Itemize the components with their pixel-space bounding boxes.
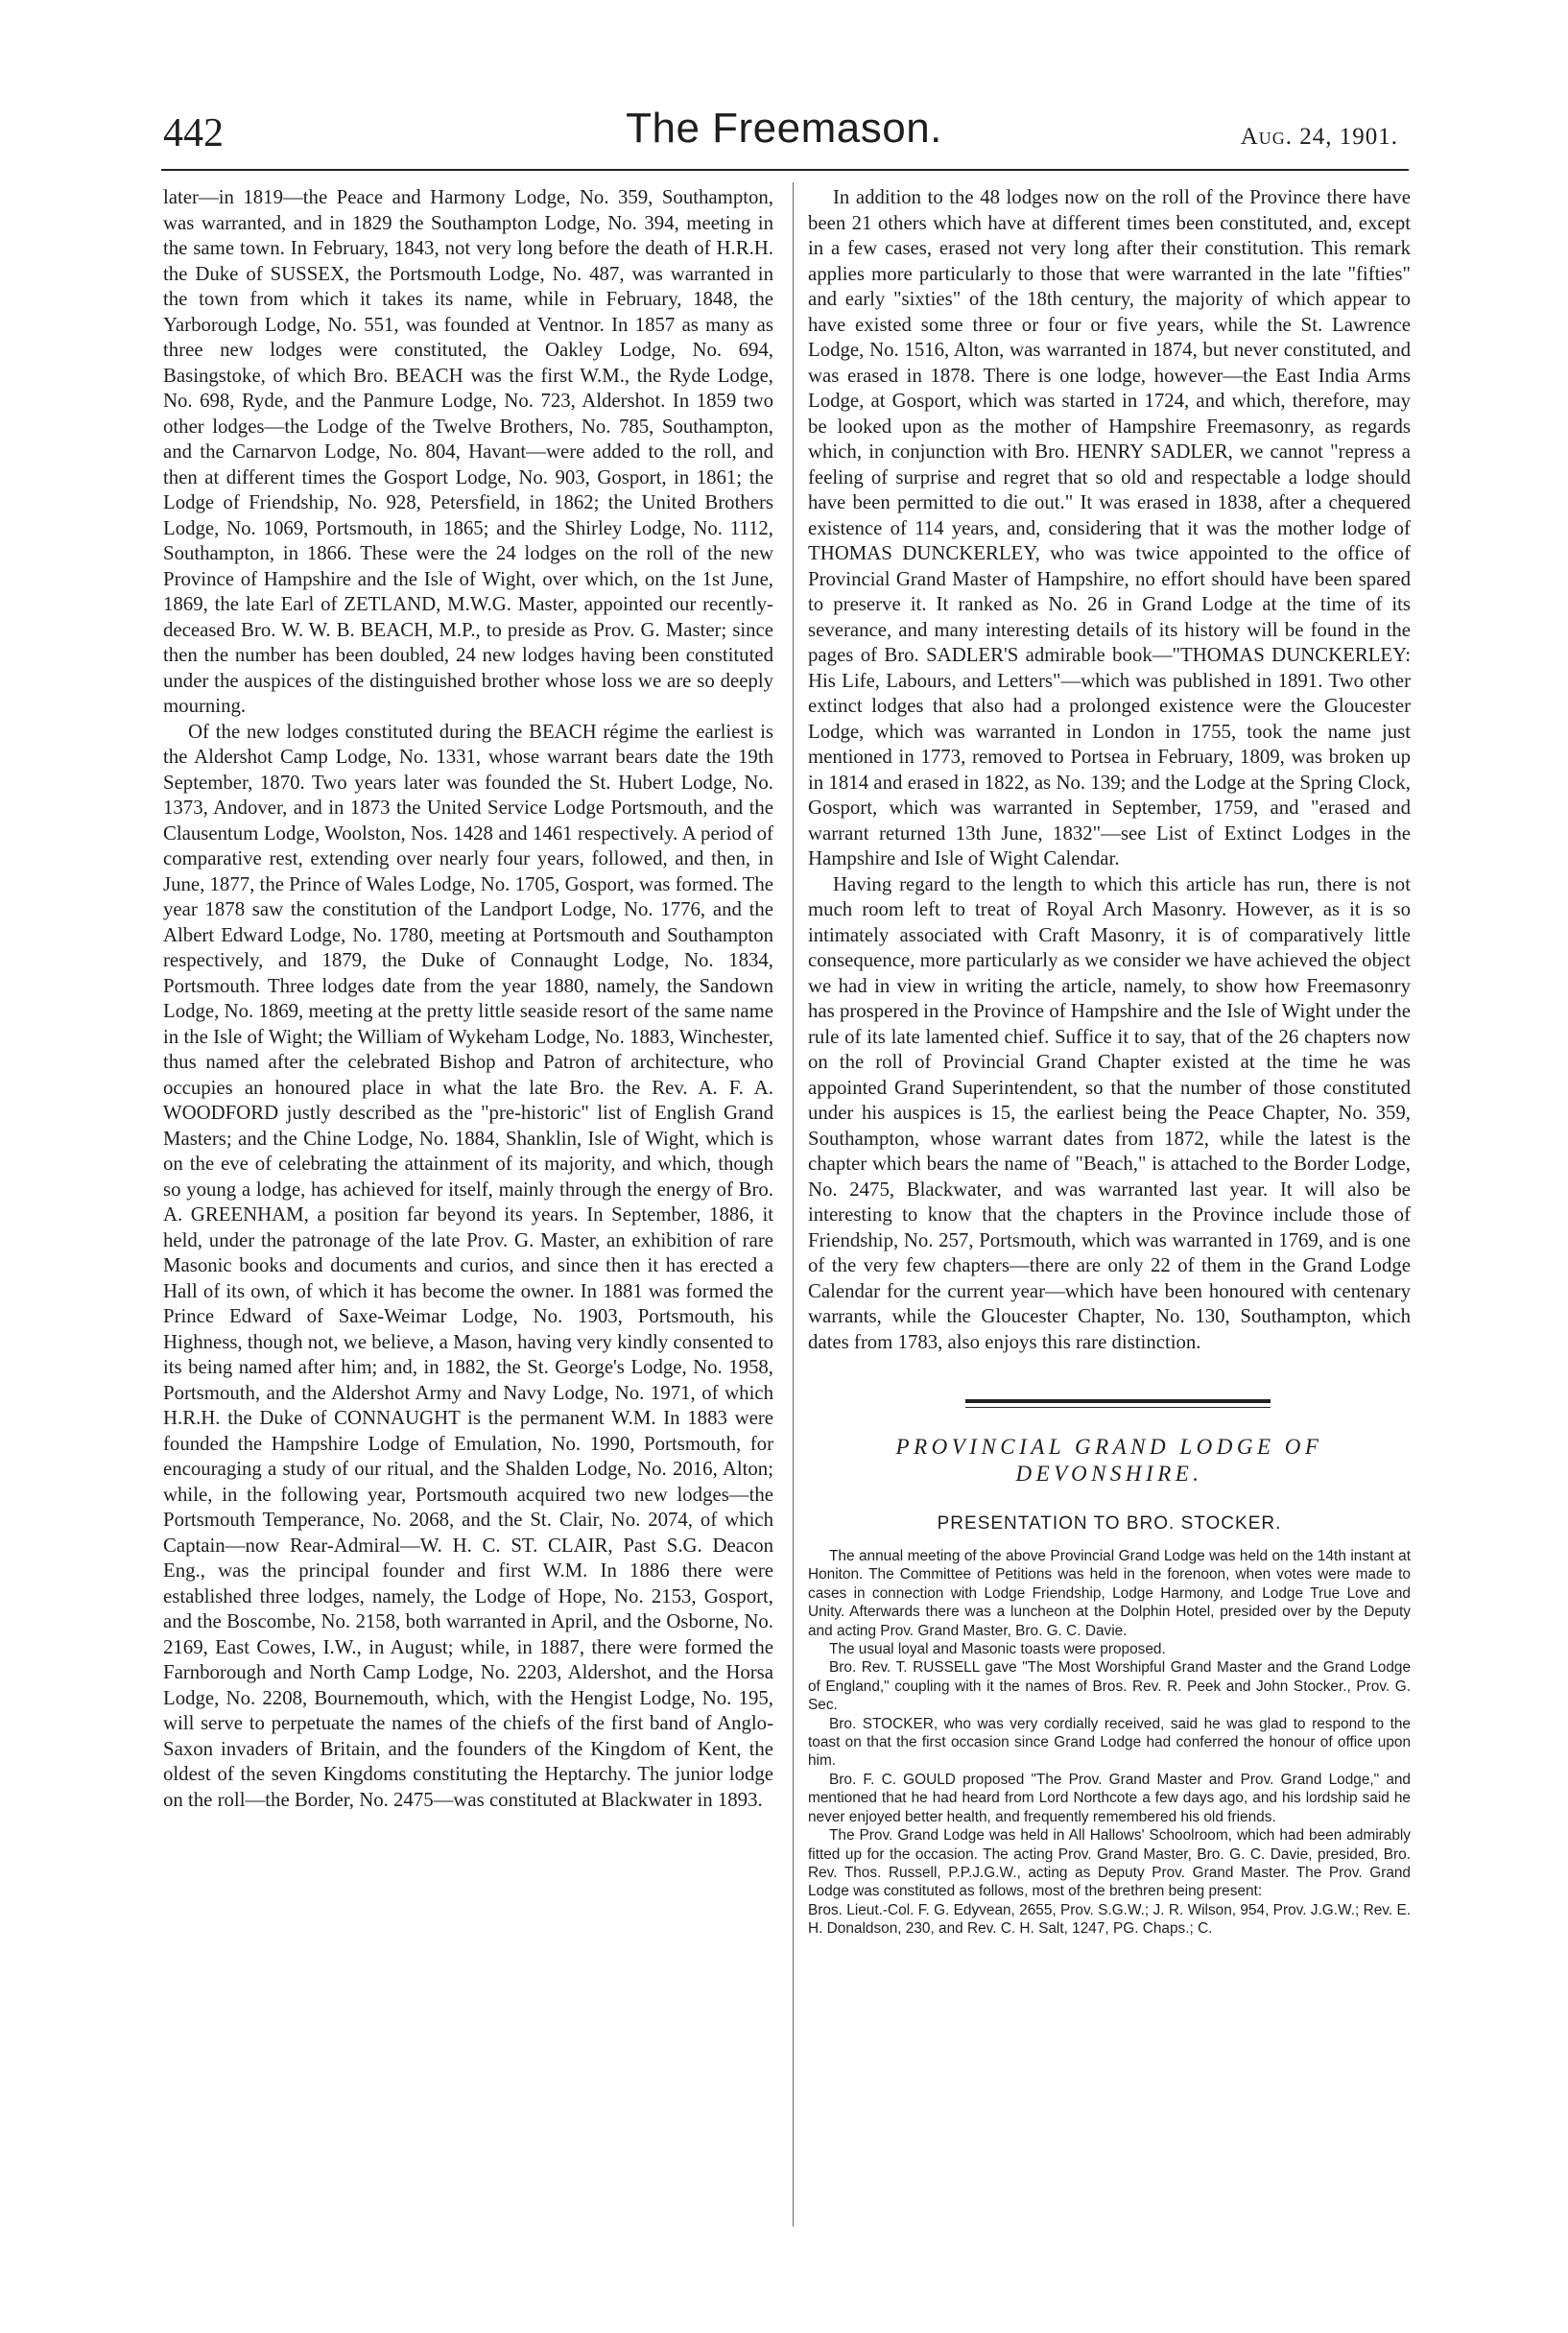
report-paragraph: The annual meeting of the above Provincial Grand Lodge was held on the 14th instant at Honiton. The Committee of Petitions was held in the forenoon, when votes were made to cases in connection with Lodge Friendship, Lodge Harmony, and Lodge True Love and Unity. Afterwards there was a luncheon at the Dolphin Hotel, presided over by the Deputy and acting Prov. Grand Master, Bro. G. C. Davie. xyxy=(808,1548,1411,1639)
article-paragraph: In addition to the 48 lodges now on the roll of the Province there have been 21 others which have at different times been constituted, and, except in a few cases, erased not very long after their constitution. This remark applies more particularly to those that were warranted in the late "fifties" and early "sixties" of the 18th century, the majority of which appear to have existed some three or four or five years, while the St. Lawrence Lodge, No. 1516, Alton, was warranted in 1874, but never constituted, and was erased in 1878. There is one lodge, however—the East India Arms Lodge, at Gosport, which was started in 1724, and which, therefore, may be looked upon as the mother of Hampshire Freemasonry, as regards which, in conjunction with Bro. HENRY SADLER, we cannot "repress a feeling of surprise and regret that so old and respectable a lodge should have been permitted to die out." It was erased in 1838, after a chequered existence of 114 years, and, considering that it was the mother lodge of THOMAS DUNCKERLEY, who was twice appointed to the office of Provincial Grand Master of Hampshire, no effort should have been spared to preserve it. It ranked as No. 26 in Grand Lodge at the time of its severance, and many interesting details of its history will be found in the pages of Bro. SADLER'S admirable book—"THOMAS DUNCKERLEY: His Life, Labours, and Letters"—which was published in 1891. Two other extinct lodges that also had a prolonged existence were the Gloucester Lodge, which was warranted in London in 1755, took the name just mentioned in 1773, removed to Portsea in February, 1809, was broken up in 1814 and erased in 1822, as No. 139; and the Lodge at the Spring Clock, Gosport, which was warranted in September, 1759, and "erased and warrant returned 13th June, 1832"—see List of Extinct Lodges in the Hampshire and Isle of Wight Calendar. xyxy=(808,186,1411,869)
section-divider xyxy=(808,1399,1411,1413)
column-divider xyxy=(793,182,794,2226)
issue-date: Aug. 24, 1901. xyxy=(1240,124,1398,150)
report-paragraph: Bro. Rev. T. RUSSELL gave "The Most Worshipful Grand Master and the Grand Lodge of England," coupling with it the names of Bros. Rev. R. Peek and John Stocker., Prov. G. Sec. xyxy=(808,1659,1411,1714)
right-column xyxy=(808,185,1411,1939)
report-paragraph: The Prov. Grand Lodge was held in All Hallows' Schoolroom, which had been admirably fitted up for the occasion. The acting Prov. Grand Master, Bro. G. C. Davie, presided, Bro. Rev. Thos. Russell, P.P.J.G.W., acting as Deputy Prov. Grand Master. The Prov. Grand Lodge was constituted as follows, most of the brethren being present: xyxy=(808,1827,1411,1900)
report-paragraph: Bros. Lieut.-Col. F. G. Edyvean, 2655, Prov. S.G.W.; J. R. Wilson, 954, Prov. J.G.W.; Rev. E. H. Donaldson, 230, and Rev. C. H. Salt, 1247, PG. Chaps.; C. xyxy=(808,1901,1411,1938)
section-title: PROVINCIAL GRAND LODGE OF DEVONSHIRE. xyxy=(895,1435,1323,1486)
report-paragraph: Bro. F. C. GOULD proposed "The Prov. Grand Master and Prov. Grand Lodge," and mentioned that he had heard from Lord Northcote a few days ago, and his lordship said he never enjoyed better health, and frequently remembered his old friends. xyxy=(808,1771,1411,1825)
left-column xyxy=(163,185,773,1813)
page-number: 442 xyxy=(163,111,224,155)
article-paragraph: Having regard to the length to which this article has run, there is not much room left to treat of Royal Arch Masonry. However, as it is so intimately associated with Craft Masonry, it is of comparatively little consequence, more particularly as we consider we have achieved the object we had in view in writing the article, namely, to show how Freemasonry has prospered in the Province of Hampshire and the Isle of Wight under the rule of its late lamented chief. Suffice it to say, that of the 26 chapters now on the roll of Provincial Grand Chapter existed at the time he was appointed Grand Superintendent, so that the number of those constituted under his auspices is 15, the earliest being the Peace Chapter, No. 359, Southampton, whose warrant dates from 1872, while the latest is the chapter which bears the name of "Beach," is attached to the Border Lodge, No. 2475, Blackwater, and was warranted last year. It will also be interesting to know that the chapters in the Province include those of Friendship, No. 257, Portsmouth, which was warranted in 1769, and is one of the very few chapters—there are only 22 of them in the Grand Lodge Calendar for the current year—which have been honoured with centenary warrants, while the Gloucester Chapter, No. 130, Southampton, which dates from 1783, also enjoys this rare distinction. xyxy=(808,872,1411,1353)
header-rule xyxy=(161,169,1409,171)
section-subtitle: PRESENTATION TO BRO. STOCKER. xyxy=(937,1513,1282,1534)
article-paragraph: later—in 1819—the Peace and Harmony Lodge, No. 359, Southampton, was warranted, and in 1829 the Southampton Lodge, No. 394, meeting in the same town. In February, 1843, not very long before the death of H.R.H. the Duke of SUSSEX, the Portsmouth Lodge, No. 487, was warranted in the town from which it takes its name, while in February, 1848, the Yarborough Lodge, No. 551, was founded at Ventnor. In 1857 as many as three new lodges were constituted, the Oakley Lodge, No. 694, Basingstoke, of which Bro. BEACH was the first W.M., the Ryde Lodge, No. 698, Ryde, and the Panmure Lodge, No. 723, Aldershot. In 1859 two other lodges—the Lodge of the Twelve Brothers, No. 785, Southampton, and the Carnarvon Lodge, No. 804, Havant—were added to the roll, and then at different times the Gosport Lodge, No. 903, Gosport, in 1861; the Lodge of Friendship, No. 928, Petersfield, in 1862; the United Brothers Lodge, No. 1069, Portsmouth, in 1865; and the Shirley Lodge, No. 1112, Southampton, in 1866. These were the 24 lodges on the roll of the new Province of Hampshire and the Isle of Wight, over which, on the 1st June, 1869, the late Earl of ZETLAND, M.W.G. Master, appointed our recently-deceased Bro. W. W. B. BEACH, M.P., to preside as Prov. G. Master; since then the number has been doubled, 24 new lodges having been constituted under the auspices of the distinguished brother whose loss we are so deeply mourning. xyxy=(163,186,773,717)
report-paragraph: Bro. STOCKER, who was very cordially received, said he was glad to respond to the toast on that the first occasion since Grand Lodge had conferred the honour of office upon him. xyxy=(808,1715,1411,1770)
article-paragraph: Of the new lodges constituted during the BEACH régime the earliest is the Aldershot Camp Lodge, No. 1331, whose warrant bears date the 19th September, 1870. Two years later was founded the St. Hubert Lodge, No. 1373, Andover, and in 1873 the United Service Lodge Portsmouth, and the Clausentum Lodge, Woolston, Nos. 1428 and 1461 respectively. A period of comparative rest, extending over nearly four years, followed, and then, in June, 1877, the Prince of Wales Lodge, No. 1705, Gosport, was formed. The year 1878 saw the constitution of the Landport Lodge, No. 1776, and the Albert Edward Lodge, No. 1780, meeting at Portsmouth and Southampton respectively, and 1879, the Duke of Connaught Lodge, No. 1834, Portsmouth. Three lodges date from the year 1880, namely, the Sandown Lodge, No. 1869, meeting at the pretty little seaside resort of the same name in the Isle of Wight; the William of Wykeham Lodge, No. 1883, Winchester, thus named after the celebrated Bishop and Patron of architecture, who occupies an honoured place in what the late Bro. the Rev. A. F. A. WOODFORD justly described as the "pre-historic" list of English Grand Masters; and the Chine Lodge, No. 1884, Shanklin, Isle of Wight, which is on the eve of celebrating the attainment of its majority, and which, though so young a lodge, has achieved for itself, mainly through the energy of Bro. A. GREENHAM, a position far beyond its years. In September, 1886, it held, under the patronage of the late Prov. G. Master, an exhibition of rare Masonic books and documents and curios, and since then it has erected a Hall of its own, of which it has become the owner. In 1881 was formed the Prince Edward of Saxe-Weimar Lodge, No. 1903, Portsmouth, his Highness, though not, we believe, a Mason, having very kindly consented to its being named after him; and, in 1882, the St. George's Lodge, No. 1958, Portsmouth, and the Aldershot Army and Navy Lodge, No. 1971, of which H.R.H. the Duke of CONNAUGHT is the permanent W.M. In 1883 were founded the Hampshire Lodge of Emulation, No. 1990, Portsmouth, for encouraging a study of our ritual, and the Shalden Lodge, No. 2016, Alton; while, in the following year, Portsmouth acquired two new lodges—the Portsmouth Temperance, No. 2068, and the St. Clair, No. 2074, of which Captain—now Rear-Admiral—W. H. C. ST. CLAIR, Past S.G. Deacon Eng., was the principal founder and first W.M. In 1886 there were established three lodges, namely, the Lodge of Hope, No. 2153, Gosport, and the Boscombe, No. 2158, both warranted in April, and the Osborne, No. 2169, East Cowes, I.W., in August; while, in 1887, there were formed the Farnborough and North Camp Lodge, No. 2203, Aldershot, and the Horsa Lodge, No. 2208, Bournemouth, which, with the Hengist Lodge, No. 195, will serve to perpetuate the names of the chiefs of the first band of Anglo-Saxon invaders of Britain, and the founders of the Kingdom of Kent, the oldest of the seven Kingdoms constituting the Heptarchy. The junior lodge on the roll—the Border, No. 2475—was constituted at Blackwater in 1893. xyxy=(163,720,773,1811)
report-paragraph: The usual loyal and Masonic toasts were proposed. xyxy=(829,1641,1166,1658)
masthead-title: The Freemason. xyxy=(626,105,942,152)
